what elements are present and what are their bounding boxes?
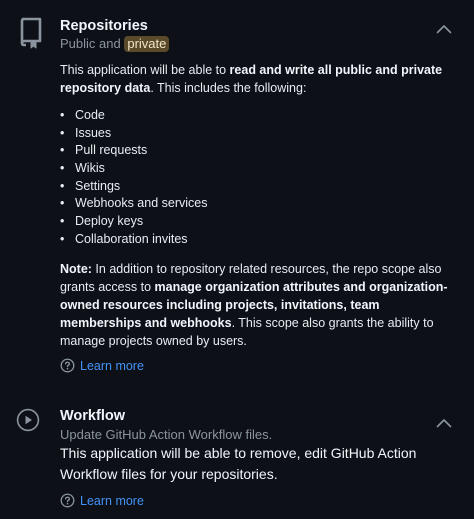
list-item: • Wikis [60,160,207,178]
list-item: • Webhooks and services [60,195,207,213]
learn-more-label: Learn more [80,493,144,508]
workflow-subtitle: Update GitHub Action Workflow files. [60,427,273,442]
list-item: • Code [60,107,207,125]
list-item: • Issues [60,125,207,143]
workflow-description: This application will be able to remove, edit GitHub Action Workflow files for your repositories. [60,445,417,482]
question-icon [60,493,75,508]
repositories-title: Repositories [60,18,148,34]
subtitle-highlight: private [124,36,169,52]
play-icon [16,408,40,432]
note-bold: manage organization attributes and organization-owned resources including projects, invitations, team memberships and webhooks [60,280,448,330]
intro-bold: read and write all public and private repository data [60,63,443,95]
collapse-chevron-icon[interactable] [436,418,452,428]
workflow-title: Workflow [60,408,125,424]
repositories-note: Note: In addition to repository related resources, the repo scope also grants access to manage organization attributes and organization-owned resources including projects, invitations, team memberships and webhooks. This scope also grants the ability to manage projects owned by users. [60,262,448,348]
note-label: Note: [60,262,92,276]
learn-more-link[interactable] [60,493,144,508]
list-item: • Settings [60,178,207,196]
learn-more-label: Learn more [80,358,144,373]
list-item: • Deploy keys [60,213,207,231]
list-item: • Collaboration invites [60,231,207,249]
list-item: • Pull requests [60,142,207,160]
subtitle-prefix: Public and [60,36,121,51]
repositories-intro: This application will be able to read and write all public and private repository data. This includes the following: [60,63,443,95]
